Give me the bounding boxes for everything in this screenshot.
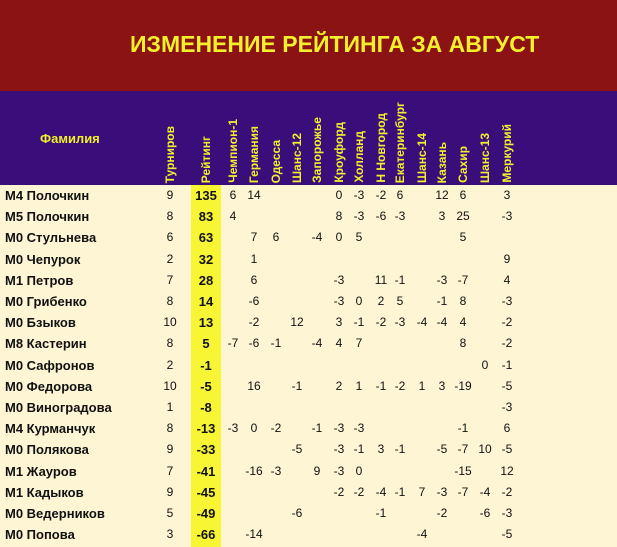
table-cell: 10: [163, 378, 177, 393]
table-cell: -1: [501, 357, 513, 372]
player-name: М0 Ведерников: [5, 506, 105, 521]
table-cell: -3: [394, 209, 406, 224]
table-row: [0, 228, 617, 249]
table-cell: -2: [333, 484, 345, 499]
table-cell: -2: [375, 188, 387, 202]
table-cell: -3: [394, 315, 406, 330]
table-row: [0, 377, 617, 398]
table-cell: 12: [500, 463, 514, 478]
table-row: [0, 250, 617, 271]
table-cell: 0: [355, 294, 363, 308]
column-header: [309, 94, 325, 183]
rating-cell: 28: [198, 272, 214, 288]
table-cell: 8: [166, 336, 174, 351]
table-cell: -3: [227, 421, 239, 436]
table-cell: 0: [250, 421, 258, 436]
table-cell: 12: [435, 188, 449, 202]
table-cell: -7: [227, 336, 239, 351]
table-row: [0, 356, 617, 377]
table-cell: -6: [291, 506, 303, 520]
table-row: [0, 313, 617, 334]
column-header-label: Турниров: [163, 125, 177, 183]
column-header-label: Одесса: [269, 139, 283, 183]
column-header-label: Кроуфорд: [332, 122, 346, 183]
player-name: М4 Курманчук: [5, 421, 96, 437]
player-name: М1 Петров: [5, 272, 74, 288]
table-cell: -1: [375, 378, 387, 393]
table-cell: -1: [394, 272, 406, 287]
table-cell: 3: [166, 527, 174, 542]
table-cell: -4: [436, 315, 448, 330]
table-cell: 6: [229, 188, 237, 202]
player-name: М1 Жауров: [5, 463, 77, 479]
table-cell: 7: [166, 463, 174, 478]
table-cell: 5: [459, 230, 467, 245]
table-cell: 4: [335, 336, 343, 351]
table-cell: 3: [438, 209, 446, 224]
table-cell: -3: [501, 209, 513, 224]
table-row: [0, 271, 617, 292]
column-header: [331, 94, 347, 183]
table-cell: 8: [335, 209, 343, 224]
player-name: М0 Попова: [5, 527, 75, 543]
column-header-label: Шанс-14: [415, 133, 429, 183]
table-cell: -1: [436, 294, 448, 308]
table-cell: -2: [501, 336, 513, 351]
table-cell: -2: [353, 484, 365, 499]
table-cell: -5: [501, 442, 513, 457]
table-cell: -1: [270, 336, 282, 351]
table-cell: -3: [501, 294, 513, 308]
table-cell: -3: [436, 272, 448, 287]
table-cell: 9: [503, 251, 511, 266]
table-cell: -5: [436, 442, 448, 457]
table-cell: 7: [166, 272, 174, 287]
player-name: М8 Кастерин: [5, 336, 87, 352]
table-row: [0, 504, 617, 525]
table-cell: -3: [333, 442, 345, 457]
table-cell: -2: [394, 378, 406, 393]
column-header: [225, 94, 241, 183]
table-cell: -2: [248, 315, 260, 330]
table-cell: -3: [333, 294, 345, 308]
rating-cell: -33: [196, 442, 216, 458]
player-name: М0 Стульнева: [5, 230, 97, 246]
table-cell: 3: [335, 315, 343, 330]
column-header-label: Казань: [435, 141, 449, 183]
table-row: [0, 440, 617, 461]
column-header: [455, 94, 471, 183]
column-header: [477, 94, 493, 183]
player-name: М0 Бзыков: [5, 315, 76, 331]
table-cell: 25: [456, 209, 470, 224]
table-cell: -4: [416, 315, 428, 330]
table-cell: -3: [333, 463, 345, 478]
table-cell: -2: [270, 421, 282, 436]
table-cell: 0: [355, 463, 363, 478]
table-cell: 8: [166, 209, 174, 224]
rating-cell: -45: [196, 484, 216, 500]
rating-cell: 32: [198, 251, 214, 267]
column-header-label: Шанс-12: [290, 133, 304, 183]
table-row: [0, 398, 617, 419]
rating-cell: -49: [196, 506, 216, 521]
table-cell: -1: [353, 442, 365, 457]
page-title: ИЗМЕНЕНИЕ РЕЙТИНГА ЗА АВГУСТ: [130, 31, 540, 57]
column-header: [373, 94, 389, 183]
table-cell: -3: [333, 421, 345, 436]
table-cell: -1: [394, 442, 406, 457]
table-cell: -4: [416, 527, 428, 542]
table-cell: 6: [503, 421, 511, 436]
table-cell: -1: [291, 378, 303, 393]
table-cell: 2: [377, 294, 385, 308]
table-cell: -7: [457, 442, 469, 457]
table-cell: -6: [479, 506, 491, 520]
table-cell: 0: [335, 230, 343, 245]
column-header: [434, 94, 450, 183]
table-cell: -7: [457, 272, 469, 287]
table-cell: -3: [270, 463, 282, 478]
column-header-label: Чемпион-1: [226, 119, 240, 183]
table-cell: -2: [436, 506, 448, 520]
table-cell: -5: [501, 527, 513, 542]
table-cell: 8: [166, 421, 174, 436]
column-header-label: Сахир: [456, 146, 470, 183]
table-cell: -6: [375, 209, 387, 224]
table-cell: 10: [478, 442, 492, 457]
rating-cell: 83: [198, 209, 214, 225]
table-cell: -3: [501, 506, 513, 520]
rating-cell: -66: [196, 527, 216, 543]
table-cell: -1: [311, 421, 323, 436]
table-cell: 4: [459, 315, 467, 330]
player-name: М0 Виноградова: [5, 400, 112, 415]
rating-cell: 13: [198, 315, 214, 331]
table-cell: -3: [353, 209, 365, 224]
table-cell: -7: [457, 484, 469, 499]
table-cell: 14: [247, 188, 261, 202]
column-header-label: Холланд: [352, 131, 366, 183]
player-name: М1 Кадыков: [5, 484, 84, 500]
table-cell: 6: [250, 272, 258, 287]
table-cell: 5: [355, 230, 363, 245]
table-cell: 7: [418, 484, 426, 499]
table-cell: -16: [245, 463, 263, 478]
column-header-label: Запорожье: [310, 117, 324, 183]
table-cell: 8: [166, 294, 174, 308]
player-name: М4 Полочкин: [5, 188, 90, 203]
table-row: [0, 483, 617, 504]
table-cell: 16: [247, 378, 261, 393]
table-cell: -14: [245, 527, 263, 542]
table-cell: -3: [353, 421, 365, 436]
table-cell: 7: [250, 230, 258, 245]
player-name: М0 Сафронов: [5, 357, 95, 373]
table-cell: 2: [166, 251, 174, 266]
column-header: [268, 94, 284, 183]
column-header-name: Фамилия: [40, 131, 100, 146]
table-cell: 12: [290, 315, 304, 330]
player-name: М0 Грибенко: [5, 294, 87, 309]
table-cell: -4: [311, 336, 323, 351]
player-name: М5 Полочкин: [5, 209, 90, 225]
table-cell: 0: [481, 357, 489, 372]
table-cell: -1: [457, 421, 469, 436]
column-header: [246, 94, 262, 183]
table-row: [0, 186, 617, 207]
table-cell: 5: [396, 294, 404, 308]
table-cell: 2: [166, 357, 174, 372]
table-row: [0, 207, 617, 228]
player-name: М0 Федорова: [5, 378, 93, 394]
table-cell: 6: [459, 188, 467, 202]
column-header: [499, 94, 515, 183]
rating-cell: 135: [195, 188, 217, 203]
rating-cell: -41: [196, 463, 216, 479]
player-name: М0 Полякова: [5, 442, 89, 458]
table-row: [0, 292, 617, 313]
column-header: [162, 94, 178, 183]
column-header: [289, 94, 305, 183]
table-cell: -3: [436, 484, 448, 499]
rating-cell: -13: [196, 421, 216, 437]
rating-cell: -1: [200, 357, 212, 373]
table-cell: 3: [377, 442, 385, 457]
column-header: [351, 94, 367, 183]
table-cell: 10: [163, 315, 177, 330]
column-header-label: Н Новгород: [374, 113, 388, 183]
table-cell: 1: [355, 378, 363, 393]
table-cell: 4: [229, 209, 237, 224]
table-cell: 7: [355, 336, 363, 351]
table-row: [0, 419, 617, 440]
table-cell: 3: [438, 378, 446, 393]
table-cell: 5: [166, 506, 174, 520]
table-row: [0, 525, 617, 546]
table-cell: 6: [166, 230, 174, 245]
table-cell: 11: [374, 272, 388, 287]
table-cell: 1: [166, 400, 174, 414]
table-cell: -1: [394, 484, 406, 499]
table-cell: -4: [311, 230, 323, 245]
rating-cell: 14: [198, 294, 214, 309]
table-cell: -6: [248, 294, 260, 308]
rating-cell: 63: [198, 230, 214, 246]
table-cell: -4: [375, 484, 387, 499]
player-name: М0 Чепурок: [5, 251, 81, 267]
table-cell: 8: [459, 336, 467, 351]
table-cell: -2: [375, 315, 387, 330]
table-cell: -5: [501, 378, 513, 393]
table-cell: -2: [501, 315, 513, 330]
column-header-label: Меркурий: [500, 124, 514, 183]
column-header-label: Екатеринбург: [393, 101, 407, 183]
table-cell: -3: [353, 188, 365, 202]
table-cell: 9: [166, 188, 174, 202]
table-cell: 6: [272, 230, 280, 245]
table-cell: -3: [501, 400, 513, 414]
table-cell: 6: [396, 188, 404, 202]
table-cell: -1: [353, 315, 365, 330]
table-cell: -6: [248, 336, 260, 351]
column-header: [414, 94, 430, 183]
table-cell: -15: [454, 463, 472, 478]
table-cell: 2: [335, 378, 343, 393]
table-row: [0, 462, 617, 483]
table-cell: 9: [166, 484, 174, 499]
table-cell: 9: [313, 463, 321, 478]
table-cell: 1: [250, 251, 258, 266]
table-cell: 0: [335, 188, 343, 202]
table-cell: 3: [503, 188, 511, 202]
rating-cell: -8: [200, 400, 212, 415]
table-cell: -19: [454, 378, 472, 393]
table-cell: 8: [459, 294, 467, 308]
table-cell: 9: [166, 442, 174, 457]
table-cell: 1: [418, 378, 426, 393]
table-row: [0, 334, 617, 355]
rating-cell: -5: [200, 378, 212, 394]
column-header: [392, 94, 408, 183]
table-cell: 4: [503, 272, 511, 287]
rating-cell: 5: [202, 336, 210, 352]
table-cell: -2: [501, 484, 513, 499]
column-header: [198, 94, 214, 183]
column-header-label: Шанс-13: [478, 133, 492, 183]
column-header-label: Рейтинг: [199, 135, 213, 183]
table-cell: -4: [479, 484, 491, 499]
table-cell: -3: [333, 272, 345, 287]
table-cell: -1: [375, 506, 387, 520]
table-cell: -5: [291, 442, 303, 457]
column-header-label: Германия: [247, 125, 261, 183]
